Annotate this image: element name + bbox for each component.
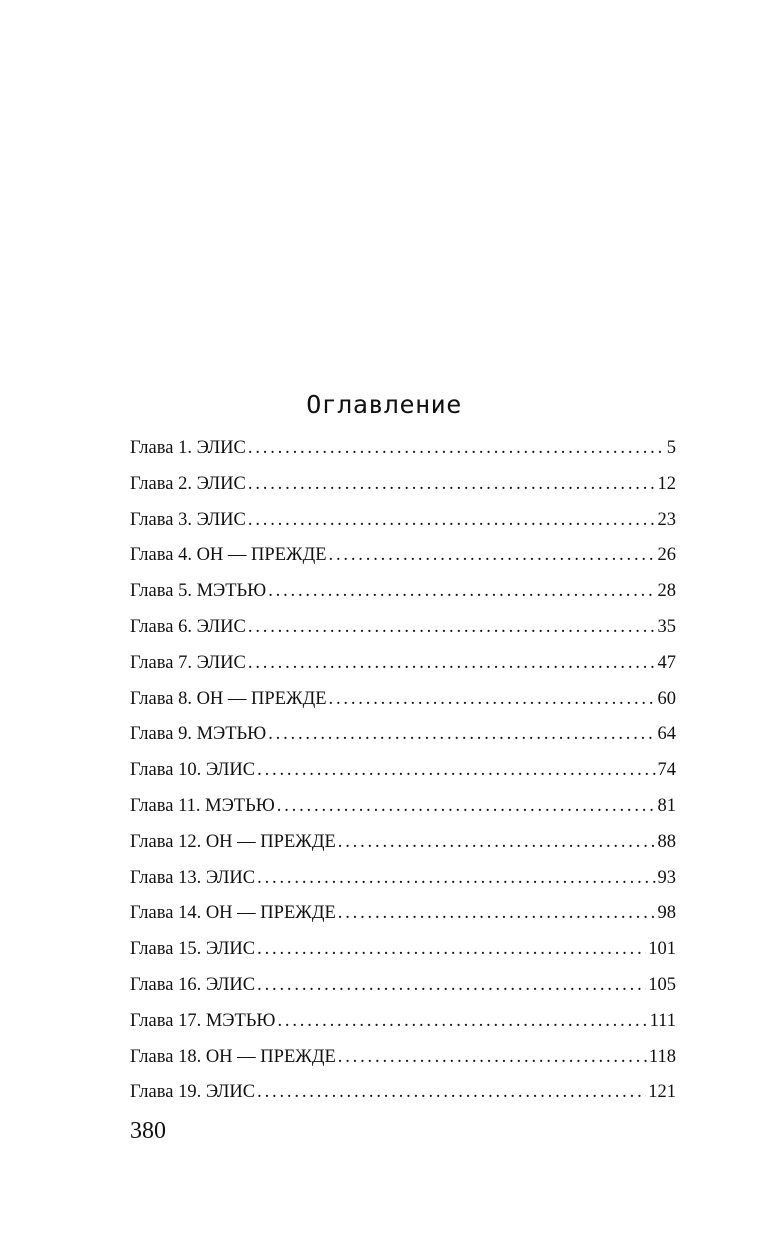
toc-chapter-title: Глава 3. ЭЛИС [130,509,246,530]
toc-dot-leader [248,647,656,679]
toc-page-number: 98 [657,903,676,924]
toc-entry [130,504,676,540]
toc-entry [130,611,676,647]
toc-dot-leader [268,718,655,750]
toc-page-number: 118 [648,1046,676,1067]
toc-page-number: 88 [657,831,676,852]
toc-entry [130,1041,676,1077]
toc-dot-leader [329,539,656,571]
toc-entry [130,1076,676,1112]
toc-chapter-title: Глава 4. ОН — ПРЕЖДЕ [130,545,327,566]
toc-dot-leader [257,933,646,965]
toc-dot-leader [257,862,655,894]
toc-entry [130,718,676,754]
toc-entry [130,1005,676,1041]
toc-page-number: 81 [657,795,676,816]
toc-dot-leader [248,468,656,500]
toc-page-number: 26 [657,545,676,566]
toc-page-number: 93 [657,867,676,888]
toc-entry [130,790,676,826]
toc-chapter-title: Глава 11. МЭТЬЮ [130,795,275,816]
toc-chapter-title: Глава 9. МЭТЬЮ [130,724,267,745]
toc-chapter-title: Глава 5. МЭТЬЮ [130,581,267,602]
toc-page-number: 64 [657,724,676,745]
toc-page-number: 35 [657,616,676,637]
toc-dot-leader [277,1005,647,1037]
toc-chapter-title: Глава 2. ЭЛИС [130,473,246,494]
toc-page-number: 111 [649,1010,676,1031]
toc-chapter-title: Глава 17. МЭТЬЮ [130,1010,276,1031]
toc-page-number: 12 [657,473,676,494]
toc-dot-leader [257,1076,646,1108]
toc-entry [130,826,676,862]
toc-chapter-title: Глава 19. ЭЛИС [130,1082,256,1103]
toc-page-number: 60 [657,688,676,709]
toc-page-number: 101 [648,939,676,960]
toc-chapter-title: Глава 18. ОН — ПРЕЖДЕ [130,1046,336,1067]
toc-entry [130,933,676,969]
toc-page-number: 74 [657,760,676,781]
toc-dot-leader [248,611,656,643]
toc-dot-leader [338,1041,647,1073]
toc-page-number: 23 [657,509,676,530]
toc-chapter-title: Глава 16. ЭЛИС [130,974,256,995]
toc-dot-leader [248,432,665,464]
toc-dot-leader [268,575,655,607]
toc-entry [130,969,676,1005]
toc-entry [130,683,676,719]
toc-dot-leader [338,897,656,929]
toc-entry [130,862,676,898]
toc-chapter-title: Глава 13. ЭЛИС [130,867,256,888]
toc-entry [130,754,676,790]
toc-chapter-title: Глава 7. ЭЛИС [130,652,246,673]
toc-page-number: 5 [666,438,676,458]
toc-page-number: 105 [648,974,676,995]
page-number: 380 [130,1118,166,1144]
toc-entry [130,897,676,933]
table-of-contents [130,432,676,1112]
toc-dot-leader [257,969,646,1001]
toc-chapter-title: Глава 8. ОН — ПРЕЖДЕ [130,688,327,709]
toc-entry [130,647,676,683]
toc-dot-leader [248,504,656,536]
toc-entry [130,468,676,504]
toc-chapter-title: Глава 10. ЭЛИС [130,760,256,781]
toc-chapter-title: Глава 15. ЭЛИС [130,939,256,960]
toc-entry [130,432,676,468]
toc-page-number: 47 [657,652,676,673]
toc-entry [130,575,676,611]
toc-dot-leader [277,790,656,822]
toc-entry [130,539,676,575]
toc-chapter-title: Глава 1. ЭЛИС [130,438,246,458]
page-title: Оглавление [306,390,462,419]
toc-chapter-title: Глава 14. ОН — ПРЕЖДЕ [130,903,336,924]
toc-page-number: 121 [648,1082,676,1103]
toc-dot-leader [257,754,655,786]
toc-chapter-title: Глава 12. ОН — ПРЕЖДЕ [130,831,336,852]
toc-page-number: 28 [657,581,676,602]
toc-dot-leader [338,826,656,858]
toc-dot-leader [329,683,656,715]
toc-chapter-title: Глава 6. ЭЛИС [130,616,246,637]
